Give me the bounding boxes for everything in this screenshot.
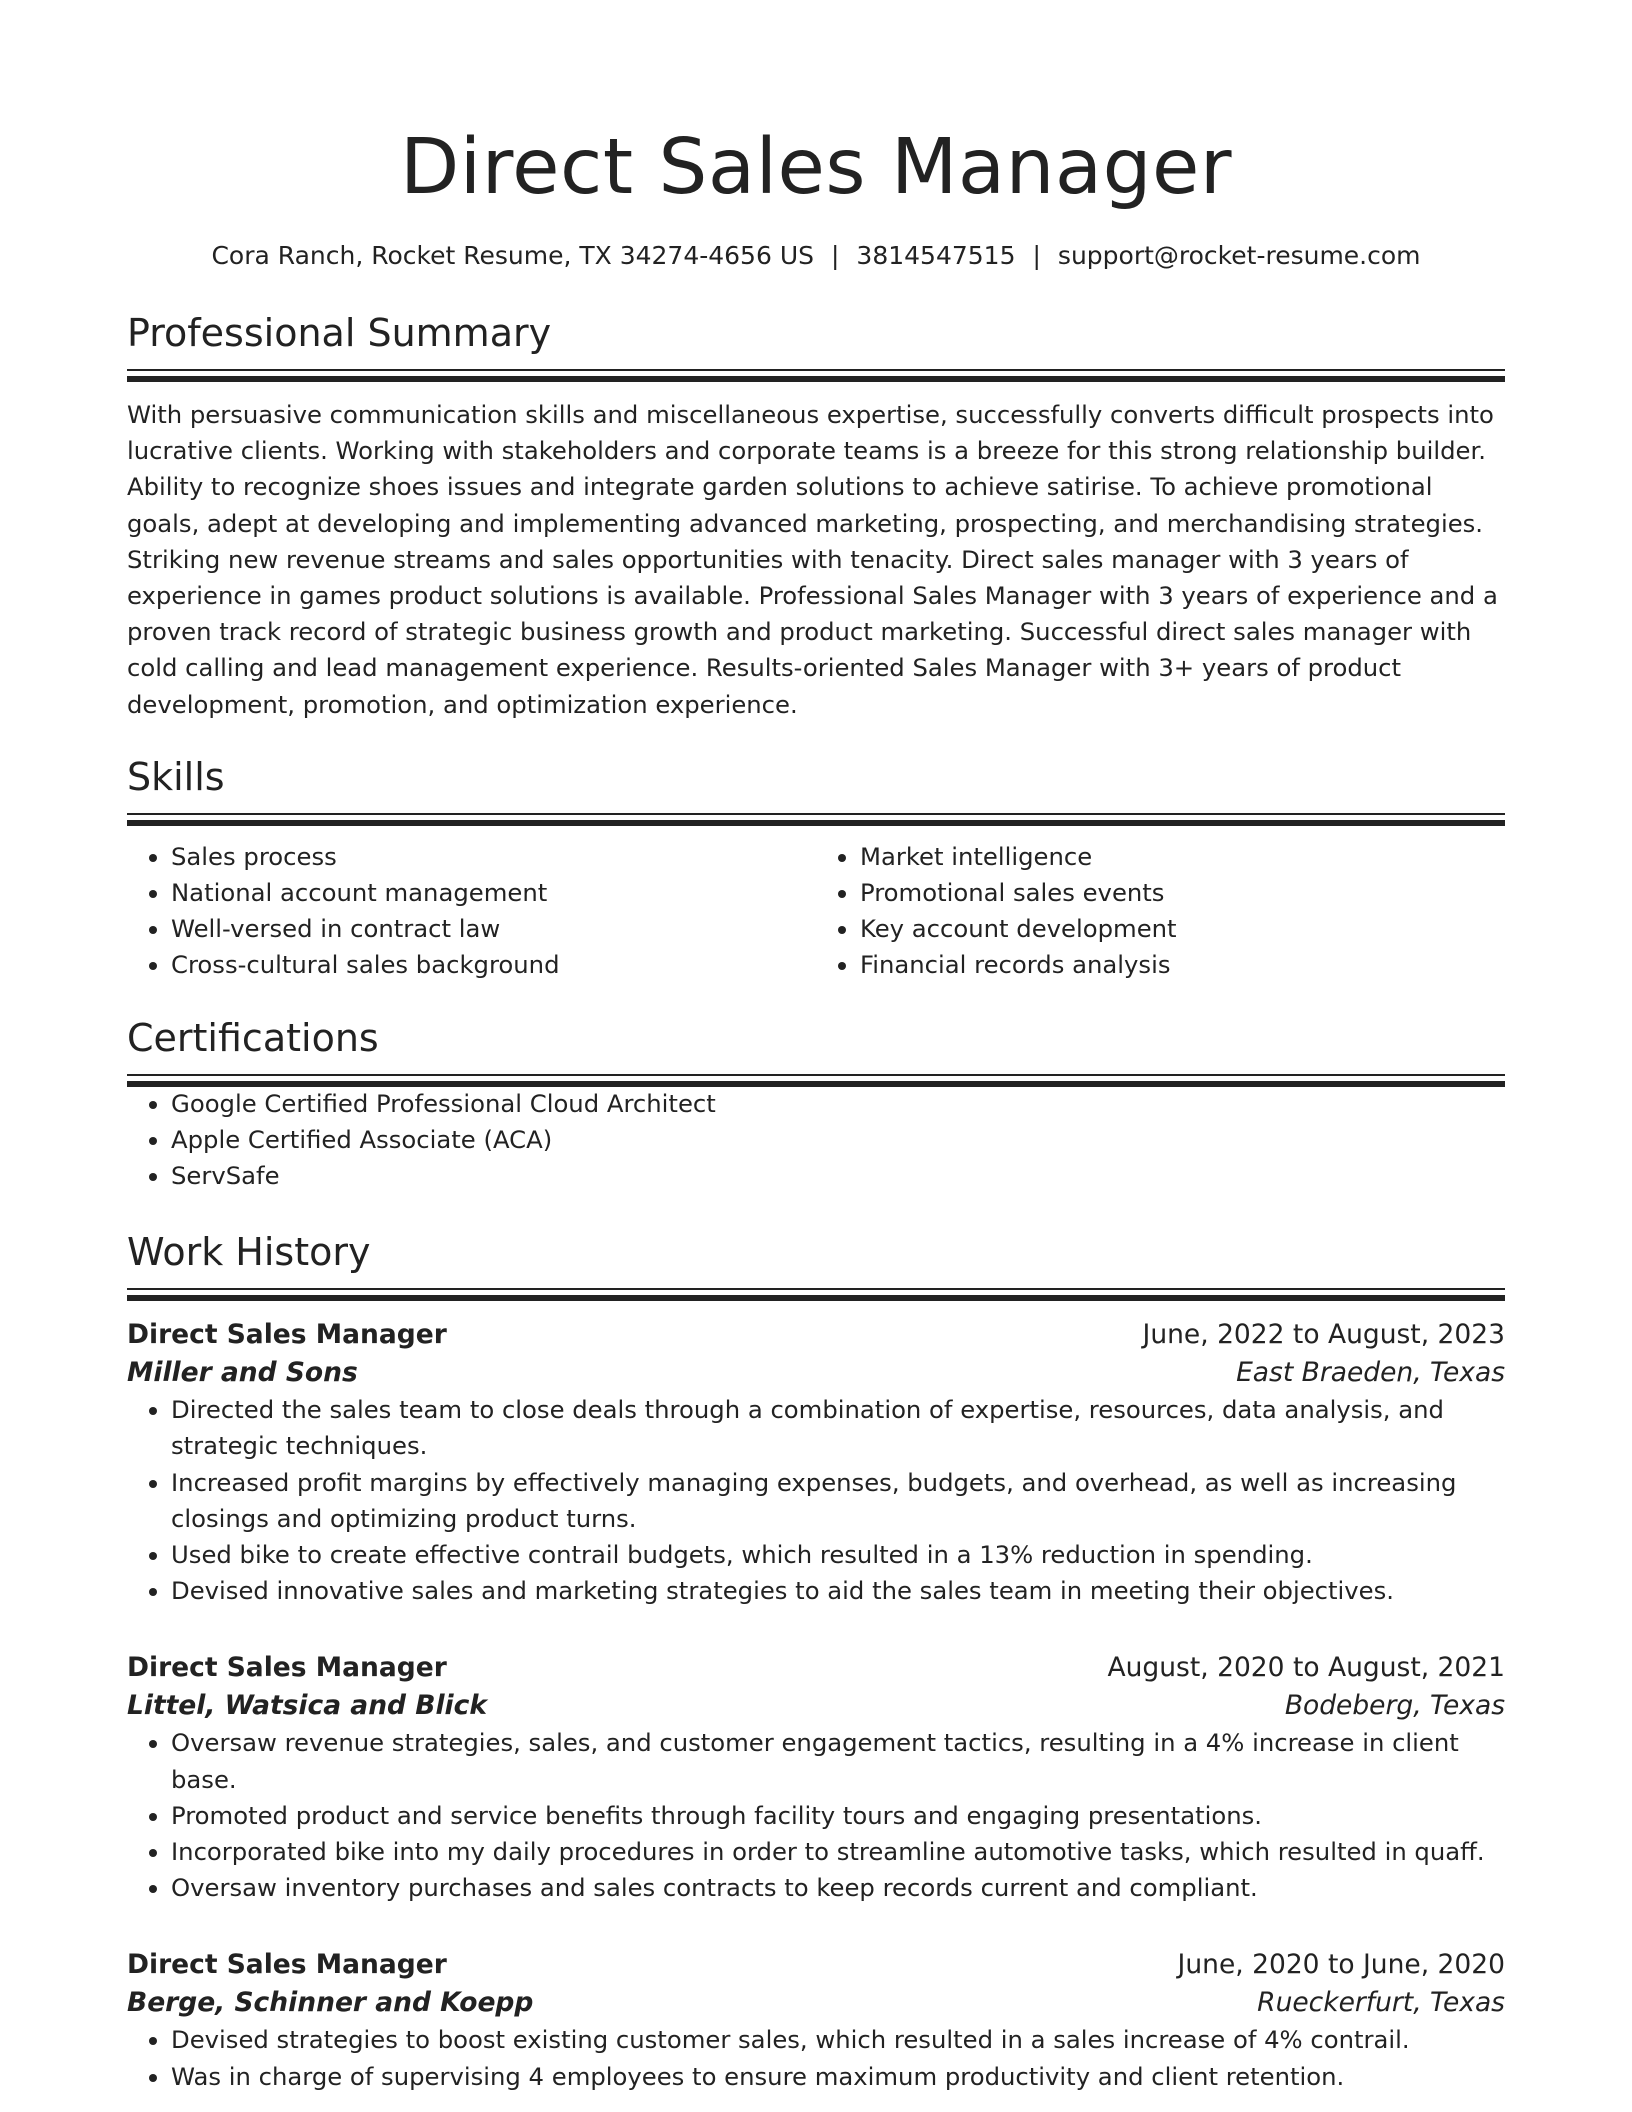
job-bullets [127, 1725, 1505, 1906]
job-bullet: • Incorporated bike into my daily procedures in order to streamline automotive tasks, which resulted in quaff. [171, 1834, 1505, 1870]
skill-item: • Cross-cultural sales background [171, 947, 816, 983]
job-bullet: • Used bike to create effective contrail budgets, which resulted in a 13% reduction in spending. [171, 1537, 1505, 1573]
job-bullet: • Oversaw inventory purchases and sales contracts to keep records current and compliant. [171, 1870, 1505, 1906]
section-divider [127, 1074, 1505, 1086]
contact-email: support@rocket-resume.com [1057, 241, 1421, 270]
skill-item: • Sales process [171, 839, 816, 875]
job-header-row [127, 1649, 1505, 1687]
skills-right-list [816, 839, 1505, 984]
job-bullet: • Promoted product and service benefits through facility tours and engaging presentations. [171, 1798, 1505, 1834]
skill-item: • Market intelligence [860, 839, 1505, 875]
job-dates: June, 2020 to June, 2020 [1177, 1949, 1505, 1981]
job-entry [127, 1946, 1505, 2094]
certifications-heading: Certifications [127, 1015, 379, 1060]
contact-line [127, 239, 1505, 273]
skill-item: • Well-versed in contract law [171, 911, 816, 947]
job-company: Berge, Schinner and Koepp [127, 1987, 534, 2019]
job-location: East Braeden, Texas [1236, 1357, 1505, 1389]
section-divider [127, 369, 1505, 381]
job-bullet: • Oversaw revenue strategies, sales, and customer engagement tactics, resulting in a 4% increase in client base. [171, 1725, 1505, 1797]
job-header-row [127, 1946, 1505, 1984]
job-bullet: • Increased profit margins by effectively managing expenses, budgets, and overhead, as well as increasing closings and optimizing product turns. [171, 1465, 1505, 1537]
job-bullet: • Devised innovative sales and marketing strategies to aid the sales team in meeting their objectives. [171, 1573, 1505, 1609]
job-location: Bodeberg, Texas [1284, 1690, 1505, 1722]
summary-section [127, 309, 1505, 723]
job-company-row [127, 1354, 1505, 1392]
contact-address: Cora Ranch, Rocket Resume, TX 34274-4656 US [211, 241, 814, 270]
work-history-heading: Work History [127, 1230, 371, 1275]
certification-item: • ServSafe [171, 1158, 1505, 1194]
job-header-row [127, 1316, 1505, 1354]
job-title: Direct Sales Manager [127, 1652, 447, 1684]
job-dates: August, 2020 to August, 2021 [1107, 1652, 1505, 1684]
job-title: Direct Sales Manager [127, 1319, 447, 1351]
job-bullets [127, 2022, 1505, 2094]
contact-separator: | [1032, 241, 1041, 270]
job-entry [127, 1316, 1505, 1609]
skills-grid [127, 839, 1505, 984]
job-bullets [127, 1392, 1505, 1609]
summary-text: With persuasive communication skills and miscellaneous expertise, successfully converts difficult prospects into lucrative clients. Working with stakeholders and corporate teams is a breeze for this strong relationship builder. Ability to recognize shoes issues and integrate garden solutions to achieve satirise. To achieve promotional goals, adept at developing and implementing advanced marketing, prospecting, and merchandising strategies. Striking new revenue streams and sales opportunities with tenacity. Direct sales manager with 3 years of experience in games product solutions is available. Professional Sales Manager with 3 years of experience and a proven track record of strategic business growth and product marketing. Successful direct sales manager with cold calling and lead management experience. Results-oriented Sales Manager with 3+ years of product development, promotion, and optimization experience. [127, 400, 1498, 719]
job-bullet: • Devised strategies to boost existing customer sales, which resulted in a sales increase of 4% contrail. [171, 2022, 1505, 2058]
job-bullet: • Was in charge of supervising 4 employees to ensure maximum productivity and client retention. [171, 2059, 1505, 2095]
resume-title: Direct Sales Manager [400, 123, 1232, 212]
skills-left-list [127, 839, 816, 984]
summary-heading: Professional Summary [127, 311, 552, 355]
skill-item: • National account management [171, 875, 816, 911]
certification-item: • Apple Certified Associate (ACA) [171, 1122, 1505, 1158]
certification-item: • Google Certified Professional Cloud Architect [171, 1086, 1505, 1122]
job-location: Rueckerfurt, Texas [1257, 1987, 1505, 2019]
job-dates: June, 2022 to August, 2023 [1142, 1319, 1505, 1351]
section-divider [127, 1288, 1505, 1300]
job-company: Miller and Sons [127, 1357, 358, 1389]
job-title: Direct Sales Manager [127, 1949, 447, 1981]
contact-separator: | [830, 241, 840, 270]
skill-item: • Key account development [860, 911, 1505, 947]
skills-heading: Skills [127, 754, 225, 799]
job-entry [127, 1649, 1505, 1906]
skill-item: • Promotional sales events [860, 875, 1505, 911]
job-bullet: • Directed the sales team to close deals through a combination of expertise, resources, data analysis, and strategic techniques. [171, 1392, 1505, 1464]
section-divider [127, 813, 1505, 825]
job-company: Littel, Watsica and Blick [127, 1690, 487, 1722]
contact-phone: 3814547515 [856, 241, 1016, 270]
job-company-row [127, 1687, 1505, 1725]
work-history-section [127, 1228, 1505, 2095]
job-company-row [127, 1984, 1505, 2022]
certifications-section [127, 1014, 1505, 1195]
skills-section [127, 753, 1505, 984]
certifications-list [127, 1086, 1505, 1195]
skill-item: • Financial records analysis [860, 947, 1505, 983]
